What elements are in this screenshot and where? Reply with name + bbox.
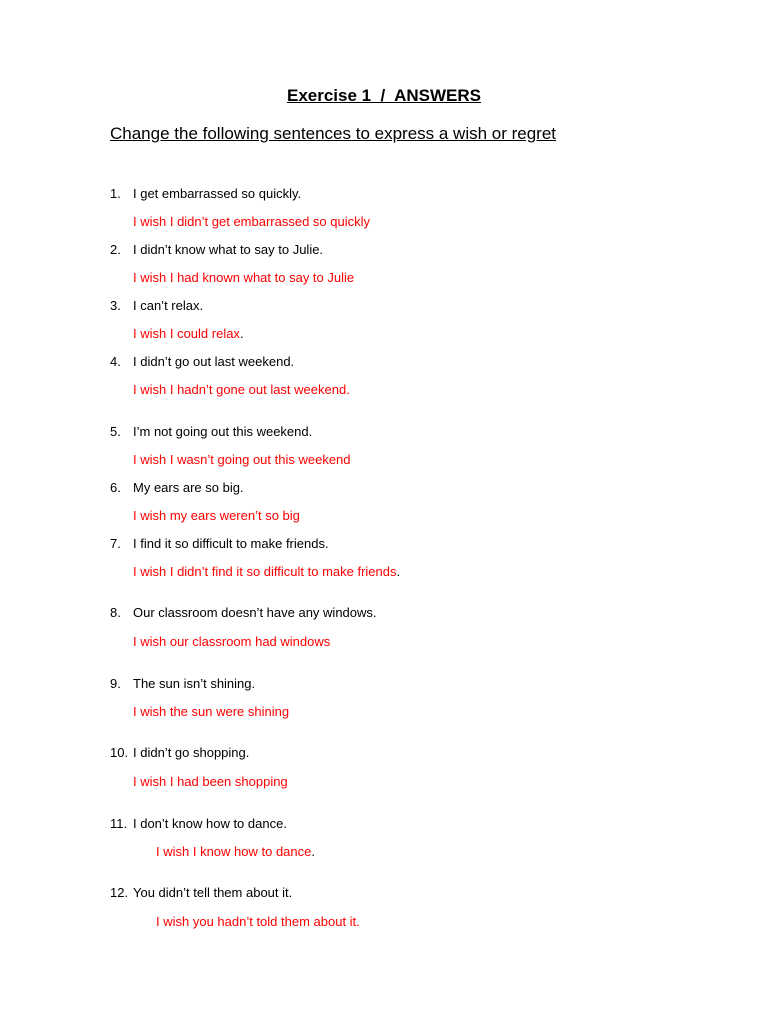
question-number: 3.: [110, 298, 121, 313]
question-sentence: I don’t know how to dance.: [133, 816, 287, 831]
answer-text: I wish you hadn’t told them about it.: [156, 914, 360, 929]
answer-text: I wish I didn’t get embarrassed so quickly: [133, 214, 370, 229]
question-sentence: I can’t relax.: [133, 298, 204, 313]
question-sentence: Our classroom doesn’t have any windows.: [133, 605, 377, 620]
question-sentence: My ears are so big.: [133, 480, 244, 495]
answer-text: I wish our classroom had windows: [133, 634, 331, 649]
answer-text: I wish I could relax: [133, 326, 240, 341]
question-number: 7.: [110, 536, 121, 551]
answer-tail: .: [396, 564, 401, 579]
question-sentence: You didn’t tell them about it.: [133, 885, 293, 900]
question-number: 12.: [110, 885, 129, 900]
question-sentence: I get embarrassed so quickly.: [133, 186, 302, 201]
question-sentence: I didn’t go shopping.: [133, 745, 250, 760]
question-number: 2.: [110, 242, 121, 257]
question-number: 10.: [110, 745, 129, 760]
question-number: 4.: [110, 354, 121, 369]
question-number: 6.: [110, 480, 121, 495]
answer-tail: .: [311, 844, 315, 859]
page-title: Exercise 1 / ANSWERS: [286, 86, 481, 105]
question-number: 9.: [110, 676, 121, 691]
answer-text: I wish I had known what to say to Julie: [133, 270, 355, 285]
question-sentence: I didn’t know what to say to Julie.: [133, 242, 324, 257]
answer-sentence: [156, 914, 360, 929]
answer-text: I wish my ears weren’t so big: [133, 508, 300, 523]
answer-sentence: [133, 508, 300, 523]
answer-sentence: [133, 270, 354, 285]
answer-sentence: [133, 214, 370, 229]
answer-sentence: [133, 452, 351, 467]
answer-text: I wish I had been shopping: [133, 774, 288, 789]
answer-text: I wish I know how to dance: [156, 844, 312, 859]
question-sentence: I’m not going out this weekend.: [133, 424, 313, 439]
answer-sentence: [133, 634, 330, 649]
question-sentence: I find it so difficult to make friends.: [133, 536, 329, 551]
answer-text: I wish I didn’t find it so difficult to make friends: [133, 564, 397, 579]
answer-sentence: [133, 774, 288, 789]
answer-text: I wish I wasn’t going out this weekend: [133, 452, 351, 467]
answer-text: I wish I hadn’t gone out last weekend.: [133, 382, 350, 397]
answer-tail: .: [239, 326, 244, 341]
answer-sentence: [133, 382, 350, 397]
answer-sentence: [156, 844, 315, 859]
answer-text: I wish the sun were shining: [133, 704, 290, 719]
instruction-heading: Change the following sentences to express a wish or regret: [110, 124, 557, 143]
question-number: 8.: [110, 605, 121, 620]
answer-sentence: [133, 704, 289, 719]
answer-sentence: [133, 564, 400, 579]
answer-sentence: [133, 326, 244, 341]
question-sentence: I didn’t go out last weekend.: [133, 354, 295, 369]
question-number: 11.: [110, 816, 128, 831]
question-number: 1.: [110, 186, 121, 201]
question-number: 5.: [110, 424, 121, 439]
question-sentence: The sun isn’t shining.: [133, 676, 256, 691]
